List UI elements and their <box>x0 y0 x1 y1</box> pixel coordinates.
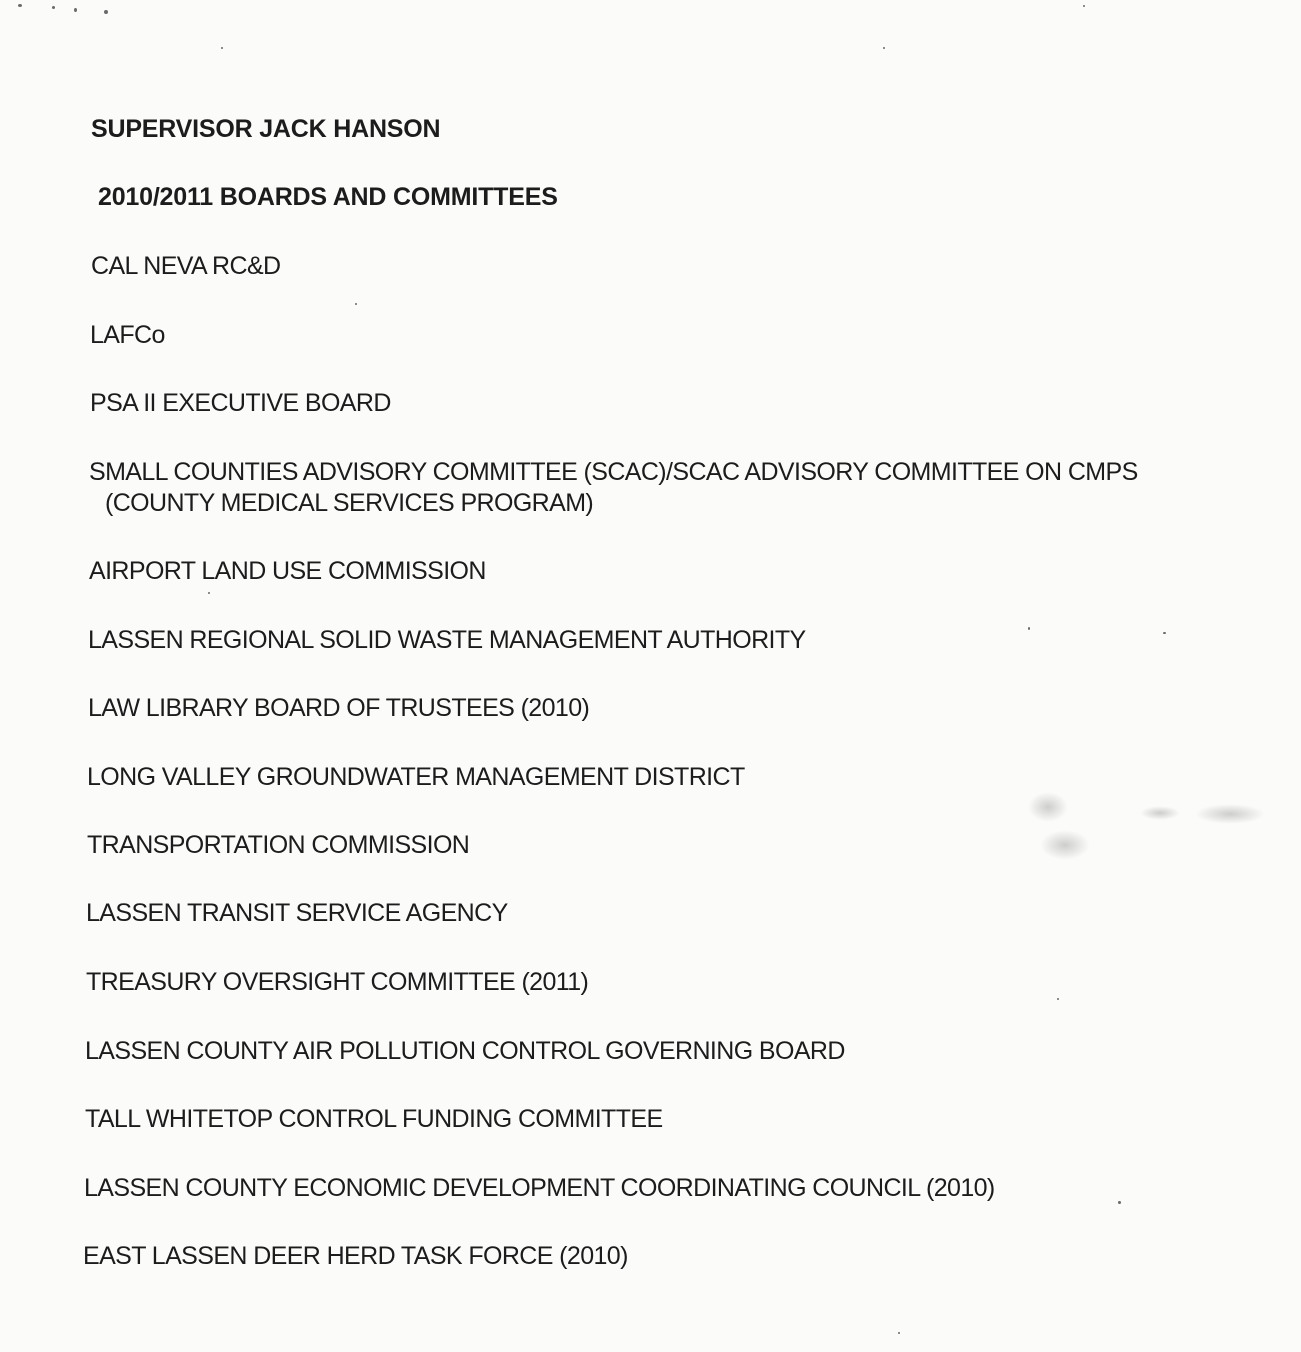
list-item: AIRPORT LAND USE COMMISSION <box>89 557 486 585</box>
list-item: LONG VALLEY GROUNDWATER MANAGEMENT DISTRICT <box>87 763 745 791</box>
page-title: SUPERVISOR JACK HANSON <box>91 115 441 143</box>
scan-speck <box>1083 5 1085 7</box>
list-item: LASSEN COUNTY AIR POLLUTION CONTROL GOVERNING BOARD <box>85 1037 845 1065</box>
scan-speck <box>355 303 357 305</box>
scan-speck <box>1028 627 1030 630</box>
list-item: TRANSPORTATION COMMISSION <box>87 831 470 859</box>
page-subtitle: 2010/2011 BOARDS AND COMMITTEES <box>98 183 558 211</box>
list-item: LAFCo <box>90 321 165 349</box>
list-item: PSA II EXECUTIVE BOARD <box>90 389 391 417</box>
scan-speck <box>1118 1201 1121 1204</box>
list-item: EAST LASSEN DEER HERD TASK FORCE (2010) <box>83 1242 628 1270</box>
list-item-continuation: (COUNTY MEDICAL SERVICES PROGRAM) <box>105 489 594 517</box>
scan-smudge <box>1195 804 1265 824</box>
scan-speck <box>883 47 885 49</box>
scan-speck <box>221 47 223 49</box>
list-item: CAL NEVA RC&D <box>91 252 281 280</box>
scan-smudge <box>1140 806 1180 820</box>
list-item: LAW LIBRARY BOARD OF TRUSTEES (2010) <box>88 694 590 722</box>
scan-speck <box>1163 632 1166 634</box>
scan-speck <box>104 10 108 14</box>
scan-speck <box>52 6 55 9</box>
scan-speck <box>1057 998 1059 1000</box>
list-item: LASSEN TRANSIT SERVICE AGENCY <box>86 899 508 927</box>
scan-speck <box>18 4 22 7</box>
list-item: TALL WHITETOP CONTROL FUNDING COMMITTEE <box>85 1105 663 1133</box>
scan-speck <box>208 592 210 594</box>
scan-smudge <box>1040 830 1090 860</box>
list-item: SMALL COUNTIES ADVISORY COMMITTEE (SCAC)/SCAC ADVISORY COMMITTEE ON CMPS <box>89 458 1138 486</box>
scan-speck <box>898 1332 900 1334</box>
list-item: LASSEN REGIONAL SOLID WASTE MANAGEMENT AUTHORITY <box>88 626 806 654</box>
list-item: TREASURY OVERSIGHT COMMITTEE (2011) <box>86 968 589 996</box>
scan-speck <box>74 8 77 12</box>
scan-smudge <box>1028 792 1068 822</box>
list-item: LASSEN COUNTY ECONOMIC DEVELOPMENT COORDINATING COUNCIL (2010) <box>84 1174 995 1202</box>
